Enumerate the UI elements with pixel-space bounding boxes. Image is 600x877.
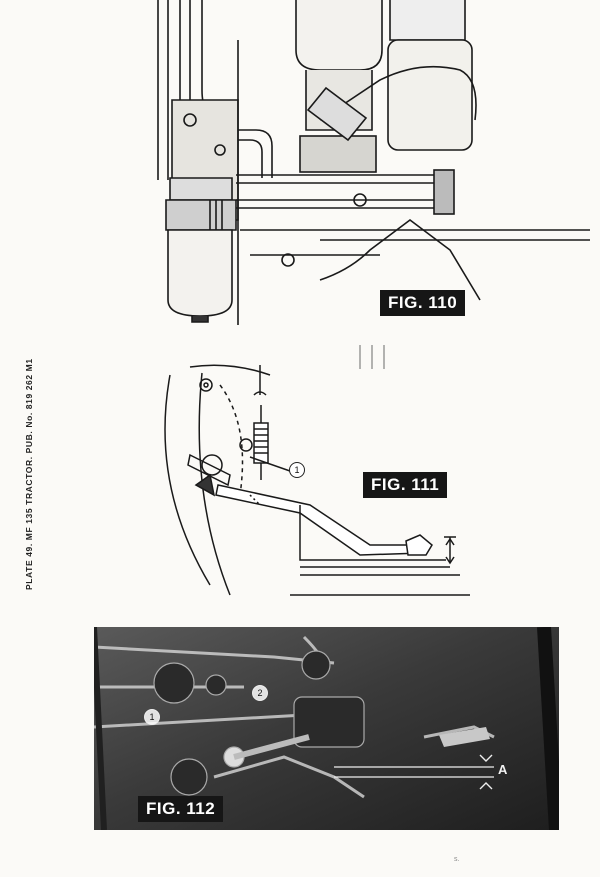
figure-110-illustration xyxy=(120,0,590,325)
figure-111-callout-1: 1 xyxy=(289,462,305,478)
figure-112-label: FIG. 112 xyxy=(138,796,223,822)
figure-112-callout-2: 2 xyxy=(252,685,268,701)
plate-caption xyxy=(4,330,44,590)
figure-112-callout-1: 1 xyxy=(144,709,160,725)
figure-111-label: FIG. 111 xyxy=(363,472,447,498)
figure-110-label: FIG. 110 xyxy=(380,290,465,316)
figure-112-dimension-letter: A xyxy=(498,762,508,777)
plate-caption-text: PLATE 49. MF 135 TRACTOR. PUB. No. 819 262 M1 xyxy=(24,358,34,590)
page-mark: s. xyxy=(454,856,460,863)
